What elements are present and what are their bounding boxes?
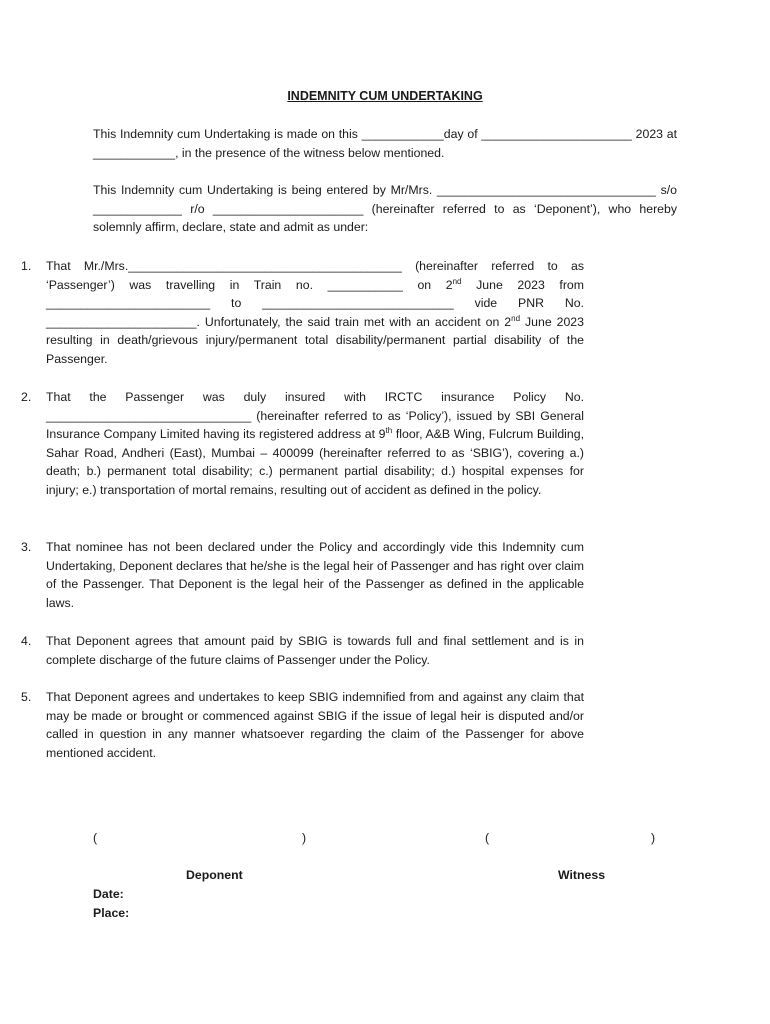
clause-text xyxy=(46,257,584,369)
origin-station-blank: ________________________ xyxy=(46,296,211,311)
intro-2-text-a: This Indemnity cum Undertaking is being entered by Mr/Mrs. xyxy=(93,183,433,197)
clause-text: That Deponent agrees and undertakes to keep SBIG indemnified from and against any claim that may be made or brought or commenced against SBIG if the issue of legal heir is disputed and/or called in question in any manner whatsoever regarding the claim of the Passenger for above mentioned accident. xyxy=(46,690,584,760)
intro-2-text-c: r/o xyxy=(190,201,205,216)
intro-1-text-c: 2023 at xyxy=(635,127,678,141)
witness-label: Witness xyxy=(558,868,606,882)
clause-1-text-h: June 2023 resulting in death/grievous injury/permanent total disability/permanent partial disability of the Passenger. xyxy=(46,314,584,366)
clause-number: 5. xyxy=(21,690,32,704)
clause-text: That Deponent agrees that amount paid by SBIG is towards full and final settlement and is in complete discharge of the future claims of Passenger under the Policy. xyxy=(46,634,584,667)
parent-name-blank: _____________ xyxy=(93,201,182,216)
intro-2-text-d: (hereinafter referred to as ‘Deponent’), who hereby solemnly affirm, declare, state and admit as under: xyxy=(93,201,678,235)
intro-1-text-d: , in the presence of the witness below mentioned. xyxy=(175,145,445,160)
clause-number: 3. xyxy=(21,540,32,554)
clause-2-text-a: That the Passenger was duly insured with IRCTC insurance Policy No. xyxy=(46,390,584,404)
policy-number-blank: ______________________________ xyxy=(46,408,252,423)
deponent-name-blank: ________________________________ xyxy=(437,183,656,197)
intro-paragraph-1 xyxy=(93,125,677,162)
clause-text xyxy=(46,388,584,500)
clause-1-text-a: That Mr./Mrs. xyxy=(46,259,129,273)
clause-number: 4. xyxy=(21,634,32,648)
ordinal-superscript: nd xyxy=(452,276,462,286)
ordinal-superscript: th xyxy=(385,426,393,436)
deponent-signature-open: ( xyxy=(93,831,98,845)
clause-number: 1. xyxy=(21,259,32,273)
destination-station-blank: ____________________________ xyxy=(262,296,454,311)
intro-1-text-b: day of xyxy=(443,127,478,141)
witness-signature-close: ) xyxy=(651,831,656,845)
place-label: Place: xyxy=(93,906,130,920)
clause-1-text-d: June 2023 from xyxy=(476,277,584,292)
document-title: INDEMNITY CUM UNDERTAKING xyxy=(287,89,483,103)
clause-2-text-c: floor, A&B Wing, Fulcrum Building, Sahar Road, Andheri (East), Mumbai – 400099 (hereinafter referred to as ‘SBIG’), covering a.) death; b.) permanent total disability; c.) permanent partial disability; d.) hospital expenses for injury; e.) transportation of mortal remains, resulting out of accident as defined in the policy. xyxy=(46,427,585,497)
place-blank: ____________ xyxy=(93,145,176,160)
deponent-signature-close: ) xyxy=(302,831,307,845)
clause-number: 2. xyxy=(21,390,32,404)
deponent-label: Deponent xyxy=(186,868,243,882)
passenger-name-blank: ________________________________________ xyxy=(128,259,402,273)
clause-2-text-b: (hereinafter referred to as ‘Policy’), issued by SBI General Insurance Company Limited having its registered address at 9 xyxy=(46,408,584,442)
witness-signature-open: ( xyxy=(485,831,490,845)
intro-1-text-a: This Indemnity cum Undertaking is made on this xyxy=(93,127,358,141)
clause-1-text-e: to xyxy=(231,296,242,311)
date-blank: ____________ xyxy=(361,127,444,141)
pnr-blank: ______________________ xyxy=(46,314,197,329)
clause-1-text-c: on 2 xyxy=(417,277,453,292)
intro-2-text-b: s/o xyxy=(660,183,677,197)
clause-1-text-g: . Unfortunately, the said train met with an accident on 2 xyxy=(196,314,512,329)
intro-paragraph-2 xyxy=(93,181,677,237)
ordinal-superscript: nd xyxy=(511,313,521,323)
clause-text: That nominee has not been declared under the Policy and accordingly vide this Indemnity cum Undertaking, Deponent declares that he/she is the legal heir of Passenger and has right over claim of the Passenger. That Deponent is the legal heir of the Passenger as defined in the applicable laws. xyxy=(46,540,584,610)
residence-blank: ______________________ xyxy=(212,201,364,216)
date-label: Date: xyxy=(93,887,124,901)
month-blank: ______________________ xyxy=(481,127,632,141)
train-number-blank: ___________ xyxy=(327,277,403,292)
clause-1-text-b: (hereinafter referred to as ‘Passenger’) was travelling in Train no. xyxy=(46,259,584,292)
clause-1-text-f: vide PNR No. xyxy=(474,296,584,311)
